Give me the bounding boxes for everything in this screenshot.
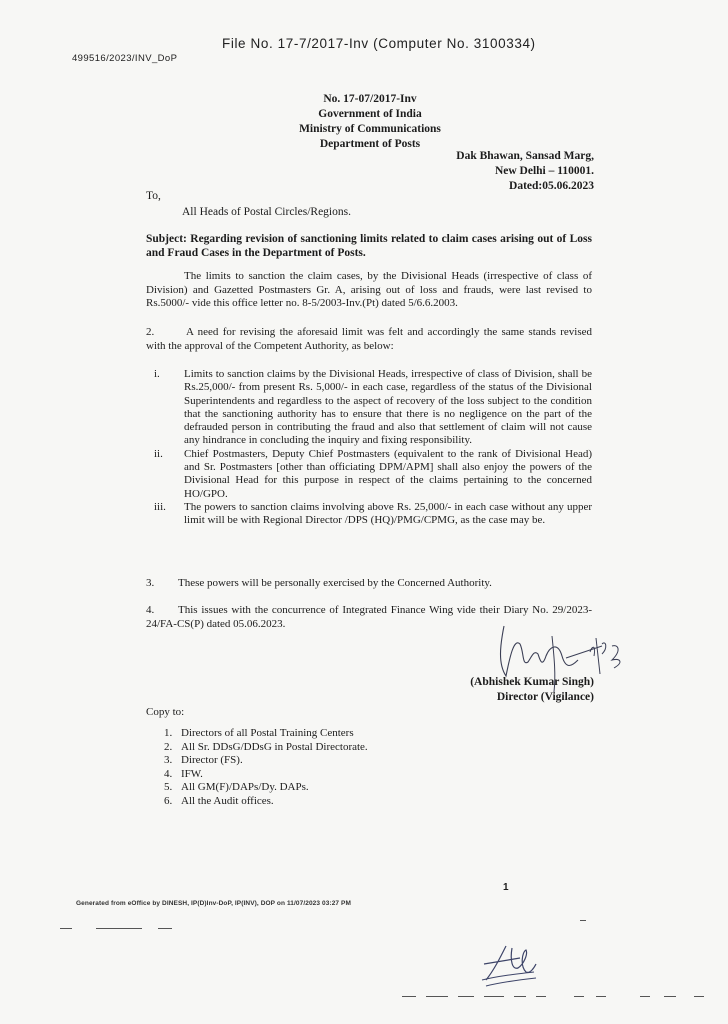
paragraph-4-number: 4. [146,604,155,616]
letter-number: No. 17-07/2017-Inv [323,93,417,105]
list-item-number: 1. [164,727,173,739]
list-item [154,501,592,528]
list-item [164,781,368,795]
diary-number: 499516/2023/INV_DoP [72,53,178,64]
scan-mark [580,920,586,921]
address-line-1: Dak Bhawan, Sansad Marg, [456,150,594,162]
copy-to-label: Copy to: [146,706,185,718]
list-item-text: Directors of all Postal Training Centers [181,727,354,739]
address-line-2: New Delhi – 110001. [494,165,594,177]
paragraph-3-number: 3. [146,577,155,589]
scan-mark [536,996,546,997]
paragraph-4-text: This issues with the concurrence of Integrated Finance Wing vide their Diary No. 29/2023-24/FA-CS(P) dated 05.06.2023. [146,604,592,630]
list-item [164,768,368,782]
office-address [456,149,594,194]
scan-mark [96,928,142,929]
scan-mark [402,996,416,997]
subject-line: Subject: Regarding revision of sanctioning limits related to claim cases arising out of Loss and Fraud Cases in the Department of Posts. [146,233,592,259]
paragraph-3 [146,577,592,591]
scan-mark [60,928,72,929]
scan-mark [640,996,650,997]
list-item [164,754,368,768]
department-line: Department of Posts [319,138,421,150]
list-item-number: 4. [164,767,173,780]
scan-mark [514,996,526,997]
list-item-text: All GM(F)/DAPs/Dy. DAPs. [181,781,309,794]
signatory-designation: Director (Vigilance) [496,691,594,703]
list-item-text: All the Audit offices. [181,794,274,807]
list-item [154,368,592,448]
letterhead [240,92,500,152]
list-item [154,448,592,501]
scan-mark [596,996,606,997]
list-item-text: Chief Postmasters, Deputy Chief Postmasters (equivalent to the rank of Divisional Head) and Sr. Postmasters [other than officiating DPM/APM] shall also enjoy the powers of the Divisional Head for this purpose in respect of the claims pertaining to the concerned HO/GPO. [184,447,592,500]
paragraph-1: The limits to sanction the claim cases, by the Divisional Heads (irrespective of class of Division) and Gazetted Postmasters Gr. A, arising out of loss and frauds, were last revised to Rs.5000/- vide this office letter no. 8-5/2003-Inv.(Pt) dated 5/6.6.2003. [146,270,592,309]
scan-mark [694,996,704,997]
paragraph-2 [146,326,592,353]
signatory-block [470,675,594,705]
list-item-text: Director (FS). [181,754,243,767]
paragraph-3-text: These powers will be personally exercised by the Concerned Authority. [178,577,492,589]
list-item-number: 3. [164,754,173,767]
list-item [164,727,368,741]
revision-list [154,368,592,528]
list-item-text: All Sr. DDsG/DDsG in Postal Directorate. [181,740,368,753]
letter-date: Dated:05.06.2023 [509,180,594,192]
list-item-number: ii. [154,447,163,460]
to-label: To, [146,190,161,202]
list-item-text: IFW. [181,767,203,780]
page-number: 1 [503,882,509,893]
copy-to-list [164,727,368,809]
paragraph-2-number: 2. [146,326,155,338]
list-item [164,795,368,809]
handwritten-initials [476,940,546,992]
scan-mark [158,928,172,929]
to-recipient: All Heads of Postal Circles/Regions. [182,206,351,218]
list-item-number: 5. [164,781,173,794]
scan-mark [484,996,504,997]
scan-mark [458,996,474,997]
generated-footer: Generated from eOffice by DINESH, IP(D)Inv-DoP, IP(INV), DOP on 11/07/2023 03:27 PM [76,900,352,907]
list-item [164,741,368,755]
list-item-number: iii. [154,500,166,513]
paragraph-2-text: A need for revising the aforesaid limit was felt and accordingly the same stands revised with the approval of the Competent Authority, as below: [146,326,592,352]
scan-mark [426,996,448,997]
scan-mark [574,996,584,997]
government-line: Government of India [318,108,422,120]
list-item-number: 2. [164,740,173,753]
list-item-number: i. [154,368,160,380]
list-item-text: Limits to sanction claims by the Divisional Heads, irrespective of class of Division, shall be Rs.25,000/- from present Rs. 5,000/- in each case, regardless of the status of the Divisional Superintendents and regardless to the aspect of recovery of the loss subject to the condition that the sanctioning authority has to ensure that there is no negligence on the part of the defrauded person in contributing the fraud and also that settlement of claim will not cause any hindrance in concluding the inquiry and fixing responsibility. [184,368,592,447]
signatory-name: (Abhishek Kumar Singh) [470,676,594,688]
scan-mark [664,996,676,997]
list-item-number: 6. [164,794,173,807]
ministry-line: Ministry of Communications [299,123,441,135]
file-number: File No. 17-7/2017-Inv (Computer No. 3100334) [222,36,536,51]
list-item-text: The powers to sanction claims involving above Rs. 25,000/- in each case without any upper limit will be with Regional Director /DPS (HQ)/PMG/CPMG, as the case may be. [184,500,592,527]
